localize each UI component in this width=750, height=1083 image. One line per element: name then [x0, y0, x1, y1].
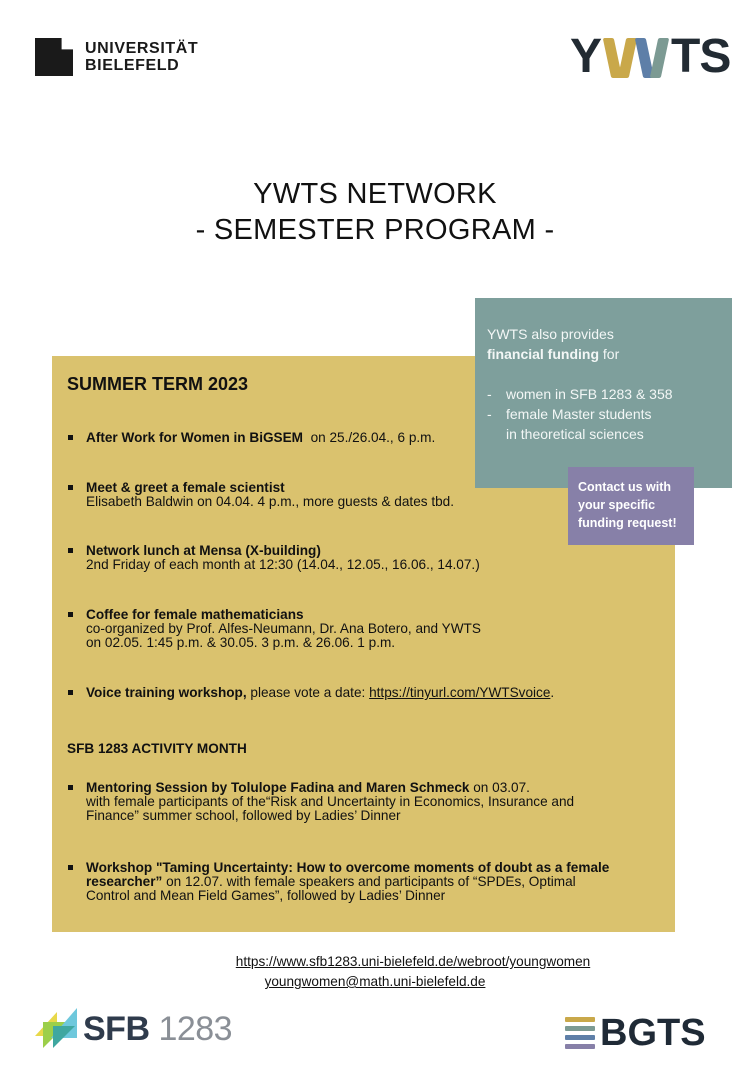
item-title-cont: researcher” — [86, 874, 163, 889]
funding-box — [475, 298, 732, 488]
term-heading: SUMMER TERM 2023 — [67, 374, 249, 394]
sfb-text-number: 1283 — [158, 1010, 233, 1048]
bgts-line — [565, 1035, 595, 1040]
item-text: on 03.07. — [469, 780, 530, 795]
sfb-label — [83, 1009, 232, 1049]
item-line3: Finance” summer school, followed by Ladies’ Dinner — [86, 808, 401, 823]
ywts-w-stroke-4 — [650, 38, 670, 78]
item-text: on 25./26.04., 6 p.m. — [303, 430, 436, 445]
university-line2: BIELEFELD — [85, 57, 180, 74]
program-item-network-lunch — [68, 544, 658, 572]
funding-list-item — [487, 404, 732, 424]
item-title: Network lunch at Mensa (X-building) — [86, 543, 321, 558]
item-title: Meet & greet a female scientist — [86, 480, 285, 495]
item-line2: with female participants of the“Risk and Uncertainty in Economics, Insurance and — [86, 794, 575, 809]
title-line1: YWTS NETWORK — [253, 178, 497, 210]
funding-list — [487, 384, 732, 444]
sfb-triangles-icon — [35, 1008, 77, 1050]
item-line3: Control and Mean Field Games”, followed by Ladies’ Dinner — [86, 888, 446, 903]
contact-line1: Contact us with — [578, 480, 672, 494]
bgts-logo — [565, 1014, 706, 1052]
contact-line2: your specific — [578, 498, 656, 512]
bullet-icon — [68, 785, 73, 790]
bgts-line — [565, 1026, 595, 1031]
bullet-icon — [68, 548, 73, 553]
funding-dash: - — [487, 386, 492, 402]
item-title: Mentoring Session by Tolulope Fadina and Maren Schmeck — [86, 780, 470, 795]
bgts-lines-icon — [565, 1017, 595, 1049]
item-line2: Elisabeth Baldwin on 04.04. 4 p.m., more guests & dates tbd. — [86, 494, 455, 509]
funding-list-item — [487, 384, 732, 404]
funding-list-item — [487, 424, 732, 444]
funding-intro: YWTS also provides — [487, 326, 614, 342]
sfb-1283-logo — [35, 1008, 232, 1050]
bullet-icon — [68, 612, 73, 617]
bgts-line — [565, 1017, 595, 1022]
title-line2: - SEMESTER PROGRAM - — [195, 214, 555, 246]
item-text: please vote a date: — [246, 685, 370, 700]
program-item-mentoring — [68, 781, 658, 823]
program-item-voice-training — [68, 686, 658, 700]
bullet-icon — [68, 485, 73, 490]
ywts-w-stroke-2 — [618, 38, 638, 78]
ywts-letters-ts: TS — [671, 30, 731, 83]
funding-list-text: female Master students — [506, 406, 652, 422]
ywts-letter-y: Y — [570, 30, 602, 83]
email-link[interactable]: youngwomen@math.uni-bielefeld.de — [264, 974, 486, 989]
sfb-triangle-teal — [53, 1026, 75, 1048]
sfb-text-sfb: SFB — [83, 1010, 150, 1048]
program-item-coffee — [68, 608, 658, 650]
bullet-icon — [68, 865, 73, 870]
funding-list-text: women in SFB 1283 & 358 — [506, 386, 673, 402]
bgts-line — [565, 1044, 595, 1049]
ywts-w-mark-icon — [603, 38, 669, 78]
page-title — [0, 176, 750, 248]
funding-dash: - — [487, 406, 492, 422]
item-text: on 12.07. with female speakers and participants of “SPDEs, Optimal — [162, 874, 576, 889]
contact-line3: funding request! — [578, 516, 677, 530]
university-mark-icon — [35, 38, 73, 76]
university-bielefeld-logo — [35, 38, 198, 76]
bullet-icon — [68, 690, 73, 695]
item-title: Voice training workshop, — [86, 685, 247, 700]
sfb-activity-heading: SFB 1283 ACTIVITY MONTH — [67, 741, 247, 756]
item-title: Workshop "Taming Uncertainty: How to overcome moments of doubt as a female — [86, 860, 610, 875]
funding-bold: financial funding — [487, 346, 599, 362]
contact-links — [0, 952, 750, 992]
bullet-icon — [68, 435, 73, 440]
funding-list-text: in theoretical sciences — [506, 426, 644, 442]
item-after: . — [550, 685, 555, 700]
ywts-logo — [570, 30, 731, 83]
item-line2: 2nd Friday of each month at 12:30 (14.04., 12.05., 16.06., 14.07.) — [86, 557, 480, 572]
university-line1: UNIVERSITÄT — [85, 40, 199, 57]
item-title: After Work for Women in BiGSEM — [86, 430, 304, 445]
item-line2: co-organized by Prof. Alfes-Neumann, Dr. Ana Botero, and YWTS — [86, 621, 481, 636]
bgts-label: BGTS — [600, 1012, 706, 1054]
contact-box — [568, 467, 694, 545]
voice-vote-link[interactable]: https://tinyurl.com/YWTSvoice — [369, 685, 551, 700]
item-line3: on 02.05. 1:45 p.m. & 30.05. 3 p.m. & 26.06. 1 p.m. — [86, 635, 396, 650]
item-title: Coffee for female mathematicians — [86, 607, 304, 622]
program-item-workshop — [68, 861, 658, 903]
website-link[interactable]: https://www.sfb1283.uni-bielefeld.de/webroot/youngwomen — [235, 954, 591, 969]
funding-after: for — [599, 346, 620, 362]
university-name — [85, 40, 198, 74]
